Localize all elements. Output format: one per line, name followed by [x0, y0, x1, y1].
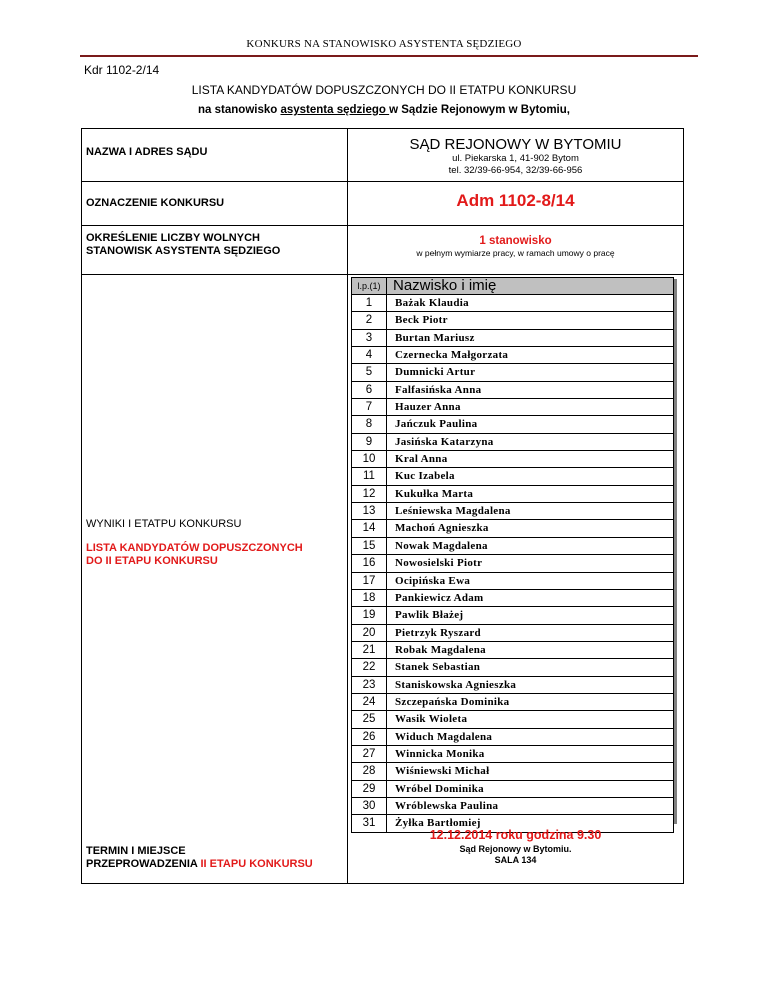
candidate-name: Falfasińska Anna	[395, 383, 482, 396]
table-row	[352, 399, 673, 416]
table-row	[352, 659, 673, 676]
stage2-label-line2a: PRZEPROWADZENIA	[86, 858, 201, 870]
row-number: 19	[352, 607, 387, 623]
candidate-name: Nowak Magdalena	[395, 539, 488, 552]
row-number: 30	[352, 798, 387, 814]
row-number: 28	[352, 763, 387, 779]
row-number: 18	[352, 590, 387, 606]
row-divider-3	[81, 274, 684, 275]
candidate-name: Hauzer Anna	[395, 401, 461, 414]
row-number: 22	[352, 659, 387, 675]
header-divider	[80, 55, 698, 57]
row-divider-1	[81, 181, 684, 182]
candidate-name: Wróblewska Paulina	[395, 799, 499, 812]
stage2-label-line1: TERMIN I MIEJSCE	[86, 845, 186, 857]
results-label: WYNIKI I ETATPU KONKURSU	[86, 518, 242, 530]
table-row	[352, 382, 673, 399]
table-row	[352, 538, 673, 555]
candidate-name: Bażak Klaudia	[395, 297, 469, 309]
document-subtitle	[0, 104, 768, 116]
stage2-label-line2b: II ETAPU KONKURSU	[200, 858, 313, 870]
row-number: 12	[352, 486, 387, 502]
table-row	[352, 711, 673, 728]
row-number: 5	[352, 364, 387, 380]
stage2-place-line1: Sąd Rejonowy w Bytomiu.	[459, 844, 572, 854]
row-number: 24	[352, 694, 387, 710]
court-address-block	[347, 153, 684, 177]
table-row	[352, 607, 673, 624]
document-title: LISTA KANDYDATÓW DOPUSZCZONYCH DO II ETATPU KONKURSU	[191, 83, 577, 97]
candidate-name: Widuch Magdalena	[395, 730, 493, 743]
row-number: 2	[352, 312, 387, 328]
court-address: ul. Piekarska 1, 41-902 Bytom	[452, 153, 579, 164]
court-label: NAZWA I ADRES SĄDU	[86, 146, 208, 158]
row-number: 3	[352, 330, 387, 346]
stage2-place-line2: SALA 134	[494, 855, 537, 865]
candidate-name: Stanek Sebastian	[395, 661, 481, 674]
candidate-name: Pankiewicz Adam	[395, 591, 484, 604]
candidate-name: Beck Piotr	[395, 314, 448, 327]
table-row	[352, 312, 673, 329]
row-number: 11	[352, 468, 387, 484]
row-number: 1	[352, 295, 387, 311]
candidate-name: Nowosielski Piotr	[395, 557, 483, 570]
row-number: 21	[352, 642, 387, 658]
table-row	[352, 486, 673, 503]
table-row	[352, 468, 673, 485]
column-header-lp: l.p.(1)	[352, 278, 387, 294]
row-divider-2	[81, 225, 684, 226]
positions-description: w pełnym wymiarze pracy, w ramach umowy o pracę	[416, 248, 615, 258]
positions-label-line2: STANOWISK ASYSTENTA SĘDZIEGO	[86, 245, 281, 257]
stage2-label	[86, 845, 313, 871]
row-number: 9	[352, 434, 387, 450]
subtitle-part1: na stanowisko	[198, 104, 281, 116]
row-number: 26	[352, 729, 387, 745]
stage2-place	[347, 844, 684, 866]
candidates-table	[351, 277, 674, 833]
row-number: 20	[352, 625, 387, 641]
competition-label: OZNACZENIE KONKURSU	[86, 197, 225, 209]
row-number: 8	[352, 416, 387, 432]
court-phone: tel. 32/39-66-954, 32/39-66-956	[448, 165, 583, 176]
column-header-name: Nazwisko i imię	[393, 277, 497, 294]
table-row	[352, 573, 673, 590]
table-row	[352, 451, 673, 468]
table-row	[352, 677, 673, 694]
candidate-name: Wróbel Dominika	[395, 782, 484, 795]
row-number: 6	[352, 382, 387, 398]
page-header: KONKURS NA STANOWISKO ASYSTENTA SĘDZIEGO	[246, 38, 522, 50]
table-row	[352, 798, 673, 815]
admitted-list-label-line2: DO II ETAPU KONKURSU	[86, 555, 218, 567]
table-shadow	[674, 279, 677, 824]
candidate-name: Leśniewska Magdalena	[395, 505, 511, 518]
candidate-name: Jasińska Katarzyna	[395, 435, 494, 448]
court-name: SĄD REJONOWY W BYTOMIU	[409, 136, 622, 153]
table-row	[352, 295, 673, 312]
candidate-name: Kukułka Marta	[395, 487, 474, 500]
table-row	[352, 746, 673, 763]
row-number: 29	[352, 781, 387, 797]
table-row	[352, 781, 673, 798]
reference-number: Kdr 1102-2/14	[84, 63, 160, 77]
table-header	[351, 277, 674, 295]
positions-label	[86, 232, 280, 258]
row-number: 27	[352, 746, 387, 762]
positions-label-line1: OKREŚLENIE LICZBY WOLNYCH	[86, 232, 260, 244]
positions-count: 1 stanowisko	[479, 235, 552, 247]
table-row	[352, 434, 673, 451]
admitted-list-label	[86, 542, 303, 568]
table-row	[352, 729, 673, 746]
candidate-name: Wasik Wioleta	[395, 713, 468, 726]
table-row	[352, 347, 673, 364]
candidate-name: Pietrzyk Ryszard	[395, 626, 481, 639]
candidate-name: Winnicka Monika	[395, 747, 485, 760]
candidate-name: Szczepańska Dominika	[395, 695, 510, 708]
admitted-list-label-line1: LISTA KANDYDATÓW DOPUSZCZONYCH	[86, 542, 303, 554]
row-number: 7	[352, 399, 387, 415]
candidate-name: Kuc Izabela	[395, 470, 455, 483]
table-row	[352, 503, 673, 520]
stage2-date: 12.12.2014 roku godzina 9.30	[429, 828, 602, 842]
candidate-name: Burtan Mariusz	[395, 331, 475, 344]
stage2-label-line2	[86, 858, 313, 871]
candidate-name: Czernecka Małgorzata	[395, 349, 509, 362]
row-number: 14	[352, 520, 387, 536]
candidate-name: Machoń Agnieszka	[395, 522, 489, 535]
row-number: 17	[352, 573, 387, 589]
row-number: 4	[352, 347, 387, 363]
competition-code: Adm 1102-8/14	[456, 191, 575, 210]
row-number: 16	[352, 555, 387, 571]
table-row	[352, 763, 673, 780]
row-number: 13	[352, 503, 387, 519]
candidate-name: Żyłka Bartłomiej	[395, 817, 481, 830]
row-number: 31	[352, 815, 387, 831]
row-number: 15	[352, 538, 387, 554]
table-row	[352, 520, 673, 537]
subtitle-position: asystenta sędziego	[280, 104, 390, 116]
table-row	[352, 590, 673, 607]
candidate-name: Robak Magdalena	[395, 643, 486, 656]
candidate-name: Jańczuk Paulina	[395, 418, 478, 431]
table-row	[352, 330, 673, 347]
table-row	[352, 694, 673, 711]
candidate-name: Pawlik Błażej	[395, 609, 464, 622]
candidate-name: Ocipińska Ewa	[395, 574, 471, 587]
table-row	[352, 416, 673, 433]
table-row	[352, 555, 673, 572]
row-number: 10	[352, 451, 387, 467]
table-row	[352, 625, 673, 642]
row-number: 25	[352, 711, 387, 727]
candidate-name: Wiśniewski Michał	[395, 765, 490, 778]
candidate-name: Staniskowska Agnieszka	[395, 678, 517, 691]
candidate-name: Dumnicki Artur	[395, 366, 476, 379]
subtitle-part3: w Sądzie Rejonowym w Bytomiu,	[389, 104, 570, 116]
table-body	[351, 295, 674, 833]
row-number: 23	[352, 677, 387, 693]
table-row	[352, 642, 673, 659]
candidate-name: Kral Anna	[395, 453, 448, 466]
table-row	[352, 364, 673, 381]
